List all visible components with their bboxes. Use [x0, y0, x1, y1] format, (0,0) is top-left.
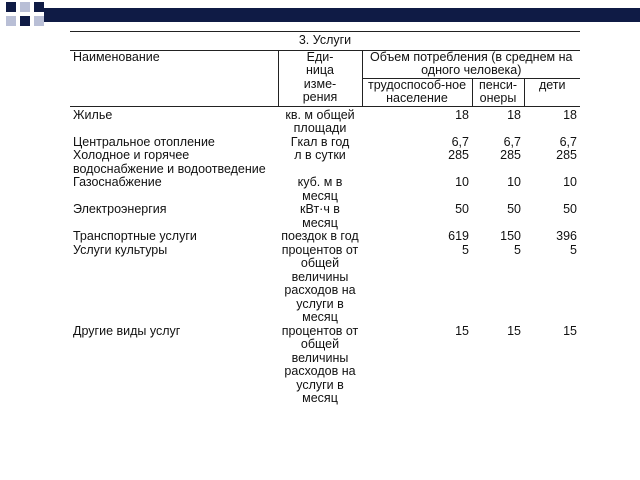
row-children: 18	[563, 107, 577, 122]
row-pensioners: 50	[507, 202, 521, 216]
deco-square	[6, 16, 16, 26]
row-pensioners: 10	[507, 175, 521, 189]
row-working: 15	[455, 323, 469, 338]
deco-square	[20, 2, 30, 12]
row-unit: кВт·ч в месяц	[300, 202, 340, 230]
row-children: 50	[563, 202, 577, 216]
header-unit-line: изме-	[303, 76, 337, 91]
header-unit-line: ница	[306, 63, 334, 77]
header-bar	[44, 8, 640, 22]
row-pensioners: 6,7	[503, 134, 521, 149]
row-unit: л в сутки	[294, 148, 346, 162]
row-working: 5	[462, 242, 469, 257]
deco-square	[34, 2, 44, 12]
row-unit: процентов от общей величины расходов на услуги в месяц	[281, 242, 359, 324]
header-unit-line: рения	[302, 90, 338, 104]
header-consumption: Объем потребления (в среднем на одного человека)	[362, 50, 580, 78]
row-working: 619	[448, 229, 469, 243]
table-row	[70, 149, 580, 176]
row-children: 396	[556, 229, 577, 243]
table-row	[70, 106, 580, 136]
deco-square	[6, 2, 16, 12]
deco-square	[20, 16, 30, 26]
row-name: Жилье	[73, 107, 113, 122]
row-unit: куб. м в месяц	[297, 175, 343, 203]
row-name: Холодное и горячее водоснабжение и водоотведение	[73, 148, 266, 176]
deco-square	[34, 16, 44, 26]
header-unit-line: Еди-	[306, 49, 334, 64]
table-caption: 3. Услуги	[70, 32, 580, 51]
row-pensioners: 5	[514, 242, 521, 257]
row-children: 15	[563, 323, 577, 338]
header-working: трудоспособ-ное население	[362, 78, 472, 106]
header-name: Наименование	[70, 50, 278, 106]
row-working: 50	[455, 202, 469, 216]
table-row	[70, 176, 580, 203]
table-row	[70, 325, 580, 406]
row-unit: процентов от общей величины расходов на услуги в месяц	[281, 323, 359, 405]
table-row	[70, 230, 580, 244]
row-pensioners: 18	[507, 107, 521, 122]
row-unit: поездок в год	[281, 229, 359, 243]
header-pensioners: пенси-онеры	[472, 78, 524, 106]
header-children: дети	[524, 78, 580, 106]
table-row	[70, 244, 580, 325]
table-row	[70, 136, 580, 150]
table-row	[70, 203, 580, 230]
row-name: Транспортные услуги	[73, 229, 197, 243]
row-working: 6,7	[451, 134, 469, 149]
header-unit	[278, 50, 362, 106]
row-name: Другие виды услуг	[73, 323, 181, 338]
table-caption-row	[70, 32, 580, 51]
row-unit: Гкал в год	[290, 134, 350, 149]
row-pensioners: 285	[500, 148, 521, 162]
row-name: Газоснабжение	[73, 175, 162, 189]
row-children: 5	[570, 242, 577, 257]
row-name: Услуги культуры	[73, 242, 168, 257]
row-name: Центральное отопление	[73, 134, 215, 149]
row-pensioners: 150	[500, 229, 521, 243]
row-unit: кв. м общей площади	[285, 107, 355, 135]
row-working: 10	[455, 175, 469, 189]
row-children: 10	[563, 175, 577, 189]
row-children: 285	[556, 148, 577, 162]
services-table	[70, 31, 580, 406]
row-children: 6,7	[559, 134, 577, 149]
slide-header-decoration	[0, 0, 640, 28]
row-pensioners: 15	[507, 323, 521, 338]
row-working: 18	[455, 107, 469, 122]
row-working: 285	[448, 148, 469, 162]
row-name: Электроэнергия	[73, 202, 167, 216]
header-row	[70, 50, 580, 78]
